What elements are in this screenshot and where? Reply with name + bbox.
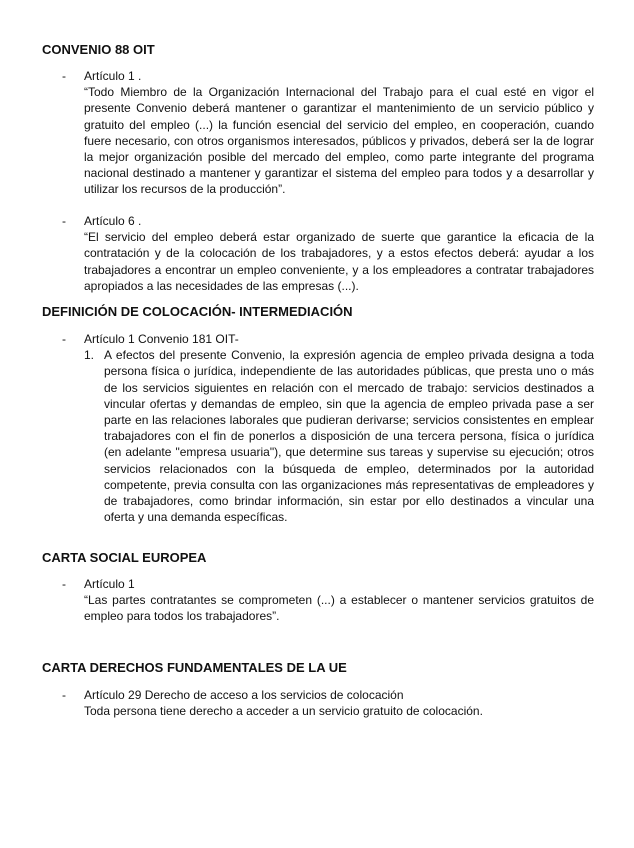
list-item	[62, 576, 594, 625]
numbered-item	[84, 347, 594, 525]
numbered-text: A efectos del presente Convenio, la expresión agencia de empleo privada designa a toda persona física o jurídica, independiente de las autoridades públicas, que presta uno o más de los servicios siguientes en relación con el mercado de trabajo: servicios destinados a vincular ofertas y demandas de empleo, sin que la agencia de empleo privada pase a ser parte en las relaciones laborales que pudieran derivarse; servicios consistentes en emplear trabajadores con el fin de ponerlos a disposición de una tercera persona, física o jurídica (en adelante "empresa usuaria"), que determine sus tareas y supervise su ejecución; otros servicios relacionados con la búsqueda de empleo, determinados por la autoridad competente, previa consulta con las organizaciones más representativas de empleadores y de trabajadores, como brindar información, sin estar por ello destinados a vincular una oferta y una demanda específicas.	[104, 348, 594, 525]
article-text: Toda persona tiene derecho a acceder a un servicio gratuito de colocación.	[84, 704, 483, 719]
article-title: Artículo 1	[84, 577, 135, 591]
section-heading: DEFINICIÓN DE COLOCACIÓN- INTERMEDIACIÓN	[42, 304, 353, 319]
bullet-dash: -	[62, 69, 66, 83]
bullet-dash: -	[62, 332, 66, 346]
section-heading: CONVENIO 88 OIT	[42, 42, 155, 57]
bullet-dash: -	[62, 214, 66, 228]
article-text: “Todo Miembro de la Organización Internacional del Trabajo para el cual esté en vigor el presente Convenio deberá mantener o garantizar el mantenimiento de un servicio público y gratuito del empleo (...) la función esencial del servicio del empleo, en cooperación, cuando fuere necesario, con otros organismos interesados, públicos y privados, deberá ser la de lograr la mejor organización posible del mercado del empleo, como parte integrante del programa nacional destinado a mantener y garantizar el sistema del empleo para todos y a desarrollar y utilizar los recursos de la producción”.	[84, 85, 594, 197]
bullet-dash: -	[62, 688, 66, 702]
list-item	[62, 331, 594, 525]
section-heading: CARTA SOCIAL EUROPEA	[42, 550, 207, 565]
item-number: 1.	[84, 348, 95, 363]
article-title: Artículo 6 .	[84, 214, 142, 228]
article-text: “El servicio del empleo deberá estar organizado de suerte que garantice la eficacia de la contratación y de la colocación de los trabajadores, y a estos efectos deberá: ayudar a los trabajadores a encontrar un empleo conveniente, y a los empleadores a contratar trabajadores apropiados a las necesidades de las empresas (...).	[84, 230, 594, 293]
bullet-dash: -	[62, 577, 66, 591]
article-title: Artículo 1 Convenio 181 OIT-	[84, 332, 239, 346]
article-title: Artículo 1 .	[84, 69, 142, 83]
list-item	[62, 68, 594, 198]
article-text: “Las partes contratantes se comprometen (...) a establecer o mantener servicios gratuitos de empleo para todos los trabajadores”.	[84, 593, 594, 624]
section-heading: CARTA DERECHOS FUNDAMENTALES DE LA UE	[42, 660, 347, 675]
article-title: Artículo 29 Derecho de acceso a los servicios de colocación	[84, 688, 404, 702]
list-item	[62, 687, 594, 719]
list-item	[62, 213, 594, 294]
